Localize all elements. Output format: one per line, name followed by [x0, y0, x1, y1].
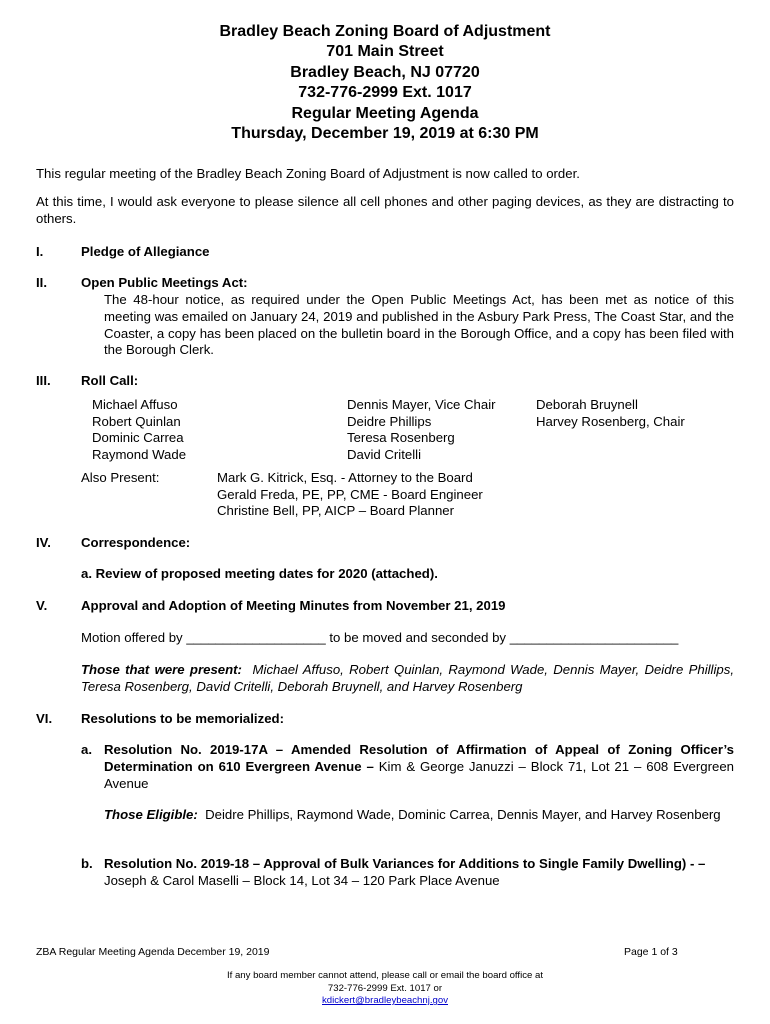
section-6-title: Resolutions to be memorialized: — [81, 711, 284, 726]
contact-phone: 732-776-2999 Ext. 1017 or — [327, 982, 443, 994]
member-name: Teresa Rosenberg — [347, 430, 455, 446]
member-name: Harvey Rosenberg, Chair — [536, 413, 685, 429]
resolution-a-text — [104, 742, 734, 792]
present-names: Michael Affuso, Robert Quinlan, Raymond Wade, Dennis Mayer, Deidre Phillips, Teresa Rosenberg, David Critelli, Deborah Bruynell, and Harvey Rosenberg — [81, 662, 735, 694]
page-number: Page 1 of 3 — [624, 946, 678, 958]
section-3-number: III. — [36, 373, 51, 388]
document-header — [0, 22, 770, 144]
city-state-zip: Bradley Beach, NJ 07720 — [290, 63, 480, 81]
street-address: 701 Main Street — [326, 43, 444, 61]
resolution-a-label: a. — [81, 742, 92, 757]
section-1-title: Pledge of Allegiance — [81, 244, 210, 259]
present-paragraph — [81, 662, 734, 696]
resolution-b-label: b. — [81, 856, 93, 871]
phone-number: 732-776-2999 Ext. 1017 — [298, 84, 472, 102]
resolution-a-title: Resolution No. 2019-17A – Amended Resolution of Affirmation of Appeal of Zoning Officer’s Determination on 610 Evergreen Avenue – — [104, 742, 734, 774]
roll-call-column-2 — [347, 397, 496, 463]
attendance-note-line1: If any board member cannot attend, please call or email the board office at — [226, 970, 544, 981]
attendance-note — [0, 970, 770, 1008]
eligible-names: Deidre Phillips, Raymond Wade, Dominic Carrea, Dennis Mayer, and Harvey Rosenberg — [205, 807, 721, 822]
section-5-number: V. — [36, 598, 48, 613]
member-name: Dennis Mayer, Vice Chair — [347, 397, 496, 412]
member-name: Raymond Wade — [92, 446, 187, 462]
resolution-b-title: Resolution No. 2019-18 – Approval of Bulk Variances for Additions to Single Family Dwelling) - – — [104, 856, 706, 871]
also-present-list — [217, 470, 483, 520]
member-name: Deidre Phillips — [347, 413, 432, 429]
resolution-b-text — [104, 856, 738, 890]
document-title: Regular Meeting Agenda — [291, 104, 479, 122]
contact-email-link[interactable]: kdickert@bradleybeachnj.gov — [322, 995, 448, 1007]
roll-call-column-3 — [536, 397, 685, 430]
staff-name: Christine Bell, PP, AICP – Board Planner — [217, 503, 455, 519]
section-1-number: I. — [36, 244, 44, 259]
motion-line: Motion offered by ___________________ to be moved and seconded by _______________________ — [81, 630, 679, 645]
section-5-title: Approval and Adoption of Meeting Minutes from November 21, 2019 — [81, 598, 506, 613]
present-label: Those that were present: — [81, 662, 242, 677]
member-name: Deborah Bruynell — [536, 397, 638, 412]
section-4-title: Correspondence: — [81, 535, 191, 550]
member-name: Dominic Carrea — [92, 430, 184, 446]
meeting-date: Thursday, December 19, 2019 at 6:30 PM — [231, 125, 539, 143]
resolution-b-details: Joseph & Carol Maselli – Block 14, Lot 34 – 120 Park Place Avenue — [104, 872, 500, 888]
resolution-a-details: Kim & George Januzzi – Block 71, Lot 21 – 608 Evergreen Avenue — [104, 758, 734, 791]
correspondence-item-a: a. Review of proposed meeting dates for 2020 (attached). — [81, 566, 438, 581]
section-2-title: Open Public Meetings Act: — [81, 275, 248, 290]
staff-name: Mark G. Kitrick, Esq. - Attorney to the Board — [217, 470, 473, 485]
roll-call-column-1 — [92, 397, 186, 463]
opma-notice-text: The 48-hour notice, as required under the Open Public Meetings Act, has been met as notice of this meeting was emailed on January 24, 2019 and published in the Asbury Park Press, The Coast Star, and the Coaster, a copy has been placed on the bulletin board in the Borough Office, and a copy has been filed with the Borough Clerk. — [104, 292, 734, 358]
intro-paragraph: This regular meeting of the Bradley Beach Zoning Board of Adjustment is now called to order. — [36, 166, 580, 181]
member-name: David Critelli — [347, 446, 422, 462]
attendance-note-line2 — [0, 983, 770, 1008]
section-2-number: II. — [36, 275, 47, 290]
staff-name: Gerald Freda, PE, PP, CME - Board Engineer — [217, 486, 483, 502]
section-3-title: Roll Call: — [81, 373, 139, 388]
board-name: Bradley Beach Zoning Board of Adjustment — [219, 23, 551, 40]
eligible-paragraph — [104, 807, 734, 824]
member-name: Robert Quinlan — [92, 413, 181, 429]
member-name: Michael Affuso — [92, 397, 178, 412]
section-4-number: IV. — [36, 535, 51, 550]
footer-document-name: ZBA Regular Meeting Agenda December 19, 2019 — [36, 946, 270, 958]
also-present-label: Also Present: — [81, 470, 160, 485]
section-6-number: VI. — [36, 711, 53, 726]
notice-paragraph: At this time, I would ask everyone to please silence all cell phones and other paging devices, as they are distracting to others. — [36, 194, 734, 226]
eligible-label: Those Eligible: — [104, 807, 198, 822]
